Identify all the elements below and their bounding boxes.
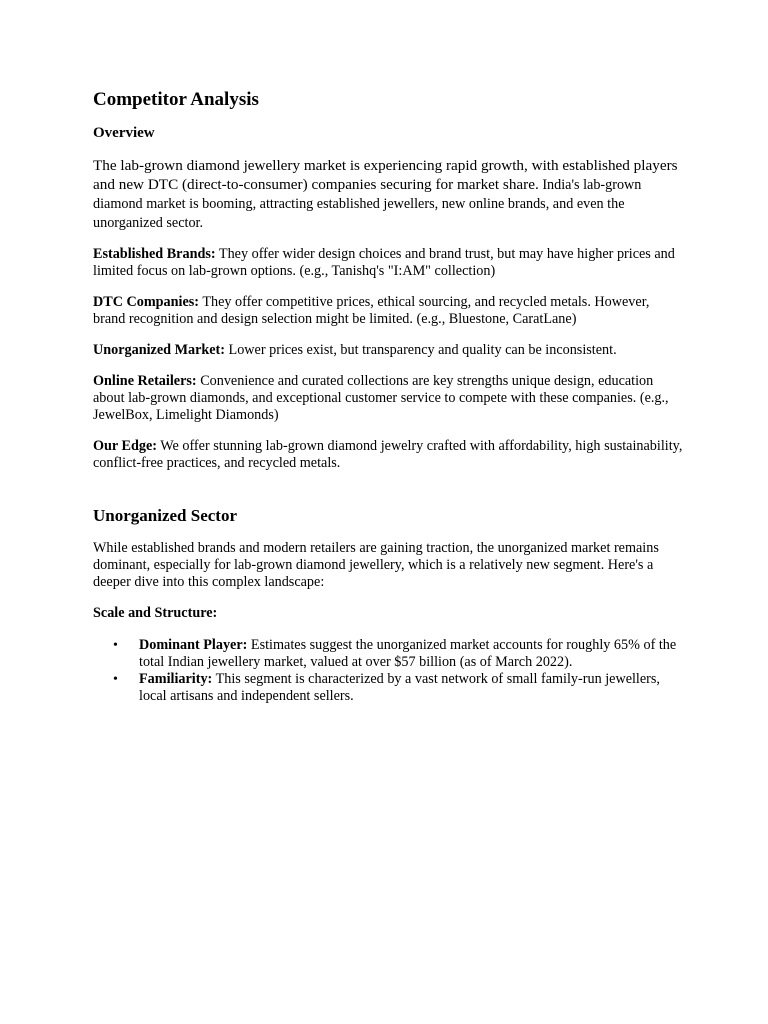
- section-heading-unorganized-sector: Unorganized Sector: [93, 506, 238, 525]
- item-text: They offer competitive prices, ethical sourcing, and recycled metals. However, brand recognition and design selection might be limited. (e.g., Bluestone, CaratLane): [93, 294, 650, 327]
- item-text: They offer wider design choices and brand trust, but may have higher prices and limited focus on lab-grown options. (e.g., Tanishq's "I:AM" collection): [93, 246, 675, 279]
- intro-text-continued: India's lab-grown diamond market is booming, attracting established jewellers, new online brands, and even the unorganized sector.: [93, 177, 642, 231]
- intro-paragraph: [93, 156, 683, 232]
- intro-text-large: The lab-grown diamond jewellery market is experiencing rapid growth, with established players and new DTC (direct-to-consumer) companies securing for market share.: [93, 157, 678, 193]
- list-item-text: Estimates suggest the unorganized market accounts for roughly 65% of the total Indian jewellery market, valued at over $57 billion (as of March 2022).: [139, 637, 677, 670]
- bullet-icon: •: [113, 672, 118, 687]
- item-label: Unorganized Market:: [93, 342, 225, 358]
- overview-heading: Overview: [93, 125, 155, 141]
- list-item-label: Dominant Player:: [139, 637, 248, 653]
- competitor-item-dtc-companies: [93, 294, 683, 328]
- document-page: [93, 88, 683, 705]
- item-label: Our Edge:: [93, 438, 157, 454]
- list-item-label: Familiarity:: [139, 671, 213, 687]
- item-text: We offer stunning lab-grown diamond jewelry crafted with affordability, high sustainability, conflict-free practices, and recycled metals.: [93, 438, 683, 471]
- scale-structure-list: [93, 637, 683, 705]
- item-label: DTC Companies:: [93, 294, 200, 310]
- item-text: Lower prices exist, but transparency and quality can be inconsistent.: [225, 342, 617, 358]
- page-title: Competitor Analysis: [93, 89, 259, 110]
- item-label: Established Brands:: [93, 246, 216, 262]
- list-item: [93, 671, 683, 705]
- competitor-item-unorganized-market: [93, 342, 683, 359]
- bullet-icon: •: [113, 638, 118, 653]
- list-item: [93, 637, 683, 671]
- scale-structure-heading: Scale and Structure:: [93, 605, 218, 621]
- competitor-item-our-edge: [93, 438, 683, 472]
- unorganized-intro-paragraph: While established brands and modern retailers are gaining traction, the unorganized market remains dominant, especially for lab-grown diamond jewellery, which is a relatively new segment. Here's a deeper dive into this complex landscape:: [93, 540, 659, 590]
- list-item-text: This segment is characterized by a vast network of small family-run jewellers, local artisans and independent sellers.: [139, 671, 660, 704]
- competitor-item-online-retailers: [93, 373, 683, 424]
- item-label: Online Retailers:: [93, 373, 197, 389]
- item-text: Convenience and curated collections are key strengths unique design, education about lab-grown diamonds, and exceptional customer service to compete with these companies. (e.g., JewelBox, Limelight Diamonds): [93, 373, 669, 423]
- competitor-item-established-brands: [93, 246, 683, 280]
